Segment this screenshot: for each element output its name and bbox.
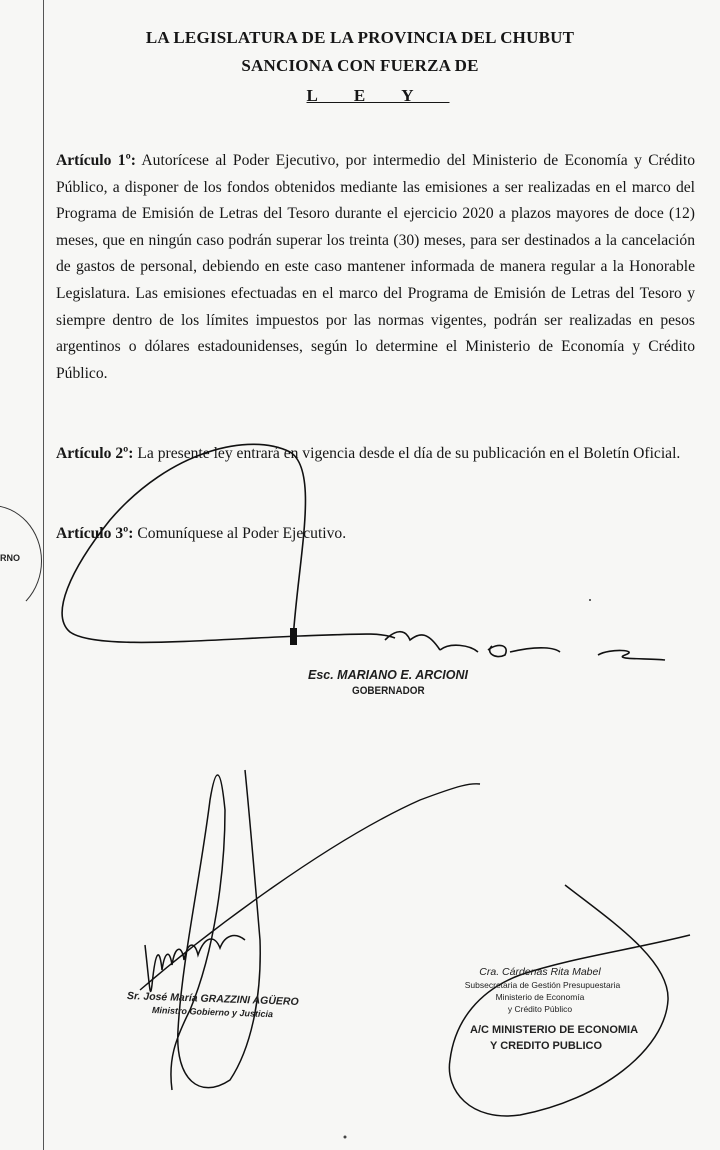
minister-signature-line xyxy=(140,784,480,990)
article-3-label: Artículo 3º: xyxy=(56,525,134,542)
article-3-text: Comuníquese al Poder Ejecutivo. xyxy=(137,525,347,542)
stamp-line-1: Subsecretaria de Gestión Presupuestaria xyxy=(464,980,621,990)
minister-title: Ministro Gobierno y Justicia xyxy=(151,1005,274,1020)
stamp-line-3: y Crédito Público xyxy=(507,1004,573,1014)
article-2-label: Artículo 2º: xyxy=(56,445,134,462)
article-2-text: La presente ley entrará en vigencia desde el día de su publicación en el Boletín Oficial. xyxy=(137,445,681,462)
minister-signature-scribble xyxy=(145,936,245,992)
article-1-label: Artículo 1º: xyxy=(56,152,136,169)
governor-title: GOBERNADOR xyxy=(352,685,425,697)
governor-signature-strokes xyxy=(385,632,665,660)
governor-name: Esc. MARIANO E. ARCIONI xyxy=(308,668,468,682)
stamp-name: Cra. Cárdenas Rita Mabel xyxy=(479,966,601,978)
stamp-line-4: A/C MINISTERIO DE ECONOMIA xyxy=(470,1024,639,1036)
header-legislature: LA LEGISLATURA DE LA PROVINCIA DEL CHUBUT xyxy=(145,28,575,47)
stamp-line-2: Ministerio de Economía xyxy=(495,992,585,1002)
header-sanciona: SANCIONA CON FUERZA DE xyxy=(241,56,479,75)
edge-stamp-text: RNO xyxy=(0,553,20,563)
stamp-line-5: Y CREDITO PUBLICO xyxy=(490,1040,603,1052)
article-1-text: Autorícese al Poder Ejecutivo, por intermedio del Ministerio de Economía y Crédito Público, a disponer de los fondos obtenidos mediante las emisiones a ser realizadas en el marco del Programa de Emisión de Letras del Tesoro durante el ejercicio 2020 a plazos mayores de doce (12) meses, que en ningún caso podrán superar los treinta (30) meses, para ser destinados a la cancelación de gastos de personal, debiendo en este caso mantener informada de manera regular a la Honorable Legislatura. Las emisiones efectuadas en el marco del Programa de Emisión de Letras del Tesoro y siempre dentro de los límites impuestos por las normas vigentes, podrán ser realizadas en pesos argentinos o dólares estadounidenses, según lo determine el Ministerio de Economía y Crédito Público. xyxy=(56,152,695,382)
minister-name: Sr. José María GRAZZINI AGÜERO xyxy=(126,990,299,1008)
minister-signature-loop xyxy=(171,770,260,1090)
governor-signature-loop xyxy=(62,444,395,642)
header-ley-text: LEY xyxy=(306,86,450,105)
governor-signature-mark xyxy=(290,628,297,645)
